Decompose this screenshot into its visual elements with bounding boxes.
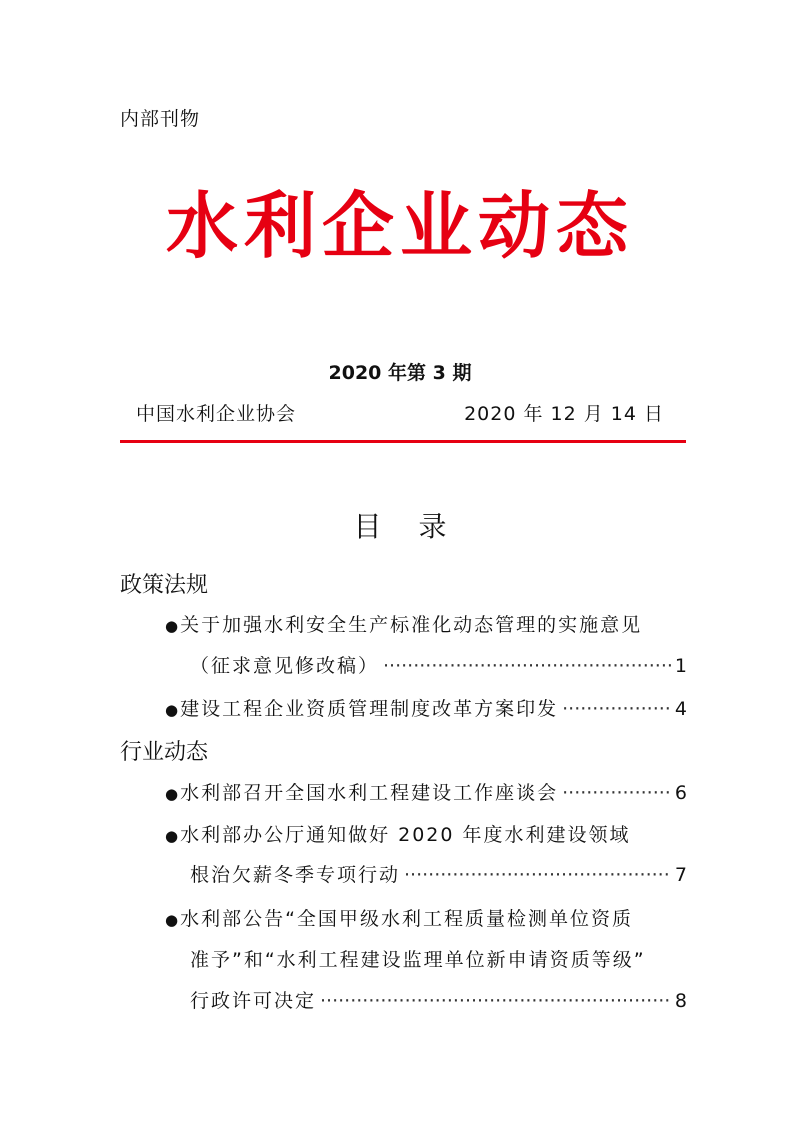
toc-section-industry: 行业动态 <box>120 740 209 765</box>
toc-entry-1-line-1[interactable] <box>165 610 687 640</box>
toc-entry-text: 根治欠薪冬季专项行动 <box>190 864 401 886</box>
toc-entry-4-line-1[interactable] <box>165 820 687 850</box>
issue-number: 2020 年第 3 期 <box>328 362 472 384</box>
toc-page-number: 8 <box>674 990 687 1012</box>
toc-entry-5-line-2[interactable] <box>190 945 687 975</box>
toc-entry-text: 准予”和“水利工程建设监理单位新申请资质等级” <box>190 949 646 971</box>
toc-entry-text: （征求意见修改稿） <box>190 655 380 677</box>
toc-entry-text: 建设工程企业资质管理制度改革方案印发 <box>180 698 559 720</box>
toc-page-number: 6 <box>674 782 687 804</box>
toc-page-number: 4 <box>674 698 687 720</box>
toc-page-number: 7 <box>674 864 687 886</box>
toc-entry-1-line-2[interactable] <box>190 651 687 681</box>
internal-publication-label: 内部刊物 <box>120 108 201 130</box>
toc-entry-2[interactable] <box>165 694 687 724</box>
leader-dots <box>320 990 671 1012</box>
bullet-icon: ● <box>165 827 179 845</box>
leader-dots <box>562 698 671 720</box>
toc-entry-text: 水利部公告“全国甲级水利工程质量检测单位资质 <box>180 908 633 930</box>
toc-entry-text: 行政许可决定 <box>190 990 317 1012</box>
bullet-icon: ● <box>165 785 179 803</box>
leader-dots <box>562 782 671 804</box>
toc-entry-5-line-1[interactable] <box>165 904 687 934</box>
bullet-icon: ● <box>165 701 179 719</box>
toc-page-number: 1 <box>674 655 687 677</box>
publisher-name: 中国水利企业协会 <box>136 403 297 425</box>
leader-dots <box>404 864 671 886</box>
header-divider <box>120 440 686 443</box>
toc-entry-5-line-3[interactable] <box>190 986 687 1016</box>
leader-dots <box>383 655 671 677</box>
toc-section-policy: 政策法规 <box>120 573 209 598</box>
masthead-title: 水利企业动态 <box>165 184 634 268</box>
toc-title: 目 录 <box>353 510 461 543</box>
toc-entry-text: 关于加强水利安全生产标准化动态管理的实施意见 <box>180 614 643 636</box>
publication-date: 2020 年 12 月 14 日 <box>464 403 664 425</box>
toc-entry-text: 水利部办公厅通知做好 2020 年度水利建设领域 <box>180 824 631 846</box>
bullet-icon: ● <box>165 617 179 635</box>
toc-entry-4-line-2[interactable] <box>190 860 687 890</box>
bullet-icon: ● <box>165 911 179 929</box>
toc-entry-3[interactable] <box>165 778 687 808</box>
toc-entry-text: 水利部召开全国水利工程建设工作座谈会 <box>180 782 559 804</box>
